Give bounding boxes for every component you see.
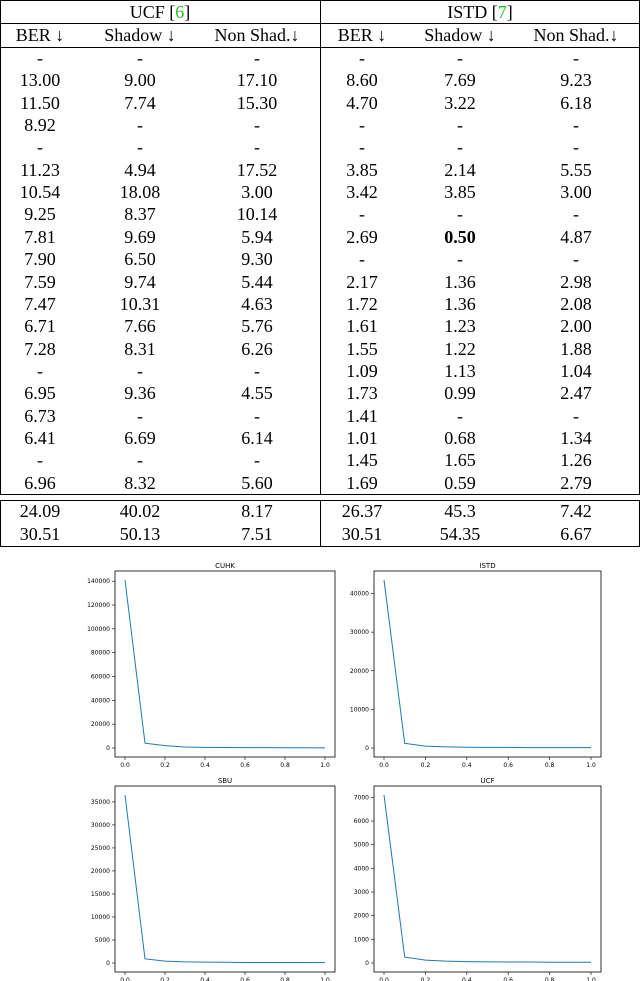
table-cell: 6.73 <box>24 405 56 426</box>
column-header: Non Shad.↓ <box>214 25 300 45</box>
footer-cell: 54.35 <box>439 523 481 544</box>
table-cell: 0.99 <box>444 383 476 404</box>
table-cell: 0.68 <box>444 427 476 448</box>
x-tick-label: 0.8 <box>544 762 555 769</box>
table-cell: 1.22 <box>444 338 476 359</box>
table-cell: 7.66 <box>124 316 156 337</box>
group-header-istd: ISTD [7] <box>447 2 513 22</box>
x-tick-label: 1.0 <box>320 977 330 981</box>
y-tick-label: 20000 <box>90 721 110 729</box>
y-tick-label: 6000 <box>353 818 369 826</box>
x-tick-label: 0.2 <box>160 977 170 981</box>
table-cell: - <box>137 48 143 68</box>
footer-cell: 50.13 <box>119 523 161 544</box>
citation-link[interactable]: 7 <box>497 2 507 22</box>
table-cell: 2.14 <box>444 159 476 180</box>
table-cell: 10.31 <box>119 293 161 314</box>
footer-cell: 26.37 <box>341 501 383 521</box>
table-cell: 7.90 <box>24 249 56 270</box>
y-tick-label: 7000 <box>353 794 369 802</box>
footer-cell: 30.51 <box>19 523 61 544</box>
column-header: Shadow ↓ <box>424 25 496 45</box>
footer-cell: 30.51 <box>341 523 383 544</box>
table-cell: 3.85 <box>444 182 476 203</box>
table-cell: - <box>457 48 463 68</box>
table-cell: 10.14 <box>236 204 278 225</box>
plot-title: ISTD <box>479 562 496 570</box>
table-cell: 1.09 <box>346 360 378 381</box>
table-cell: 1.34 <box>560 427 592 448</box>
table-cell: 9.25 <box>24 204 56 225</box>
y-tick-label: 140000 <box>87 578 110 586</box>
table-cell: - <box>37 137 43 158</box>
x-tick-label: 0.4 <box>200 977 210 981</box>
y-tick-label: 20000 <box>90 867 110 875</box>
table-cell: 2.17 <box>346 271 378 292</box>
table-cell: 5.60 <box>241 472 273 493</box>
table-cell: 9.36 <box>124 383 156 404</box>
table-cell: 6.41 <box>24 427 56 448</box>
table-cell: 6.95 <box>24 383 56 404</box>
table-cell: 9.23 <box>560 70 592 91</box>
table-cell: 6.71 <box>24 316 56 337</box>
column-header: BER ↓ <box>337 25 387 45</box>
table-cell: 7.81 <box>24 226 56 247</box>
y-tick-label: 0 <box>365 960 369 967</box>
table-cell: 1.01 <box>346 427 378 448</box>
table-cell: 1.55 <box>346 338 378 359</box>
footer-cell: 40.02 <box>119 501 161 521</box>
table-cell: - <box>457 249 463 270</box>
y-tick-label: 15000 <box>90 890 110 898</box>
table-cell: - <box>359 137 365 158</box>
x-tick-label: 0.8 <box>280 977 290 981</box>
table-cell: 4.94 <box>124 159 156 180</box>
table-cell: - <box>573 115 579 136</box>
x-tick-label: 0.6 <box>503 977 513 981</box>
y-tick-label: 20000 <box>349 667 369 675</box>
table-cell: 6.26 <box>241 338 273 359</box>
table-cell: 9.74 <box>124 271 156 292</box>
y-tick-label: 30000 <box>349 629 369 637</box>
table-cell: 7.28 <box>24 338 56 359</box>
table-cell: 8.37 <box>124 204 156 225</box>
table-cell: - <box>359 115 365 136</box>
x-tick-label: 1.0 <box>586 977 596 981</box>
table-cell: 3.00 <box>241 182 273 203</box>
table-cell: 1.65 <box>444 450 476 471</box>
x-tick-label: 0.4 <box>462 977 472 981</box>
group-header-ucf: UCF [6] <box>129 2 191 22</box>
x-tick-label: 0.2 <box>160 762 170 769</box>
x-tick-label: 0.4 <box>462 762 472 769</box>
table-cell: 1.04 <box>560 360 592 381</box>
axes-frame <box>374 786 601 972</box>
table-cell: 8.32 <box>124 472 156 493</box>
table-cell: 4.63 <box>241 293 273 314</box>
y-tick-label: 10000 <box>349 706 369 714</box>
plot-title: CUHK <box>215 562 235 570</box>
table-cell: 18.08 <box>119 182 161 203</box>
table-cell: - <box>254 137 260 158</box>
table-cell: 1.36 <box>444 271 476 292</box>
x-tick-label: 0.6 <box>240 977 250 981</box>
table-cell: 4.55 <box>241 383 273 404</box>
table-cell: 5.76 <box>241 316 273 337</box>
table-cell: 1.45 <box>346 450 378 471</box>
table-cell: - <box>137 137 143 158</box>
y-tick-label: 1000 <box>353 936 369 944</box>
table-cell: 3.42 <box>346 182 378 203</box>
table-cell: 1.23 <box>444 316 476 337</box>
plot-title: UCF <box>480 777 495 785</box>
table-cell: - <box>254 360 260 381</box>
table-cell: 1.41 <box>346 405 378 426</box>
table-cell: 8.92 <box>24 115 56 136</box>
y-tick-label: 40000 <box>349 590 369 598</box>
table-cell: 9.00 <box>124 70 156 91</box>
y-tick-label: 10000 <box>90 913 110 921</box>
table-cell: - <box>137 115 143 136</box>
y-tick-label: 0 <box>106 960 110 967</box>
group-name: ISTD <box>447 2 488 22</box>
table-cell: 6.96 <box>24 472 56 493</box>
x-tick-label: 0.8 <box>280 762 290 769</box>
table-cell: 13.00 <box>19 70 61 91</box>
footer-cell: 8.17 <box>241 501 273 521</box>
table-cell: 2.00 <box>560 316 592 337</box>
table-cell: 10.54 <box>19 182 61 203</box>
table-cell: - <box>359 204 365 225</box>
y-tick-label: 0 <box>365 745 369 752</box>
table-cell: 5.94 <box>241 226 273 247</box>
table-cell: - <box>254 48 260 68</box>
table-cell: 1.13 <box>444 360 476 381</box>
y-tick-label: 5000 <box>94 936 110 944</box>
table-cell: 1.26 <box>560 450 592 471</box>
column-header: BER ↓ <box>15 25 65 45</box>
table-cell: 2.47 <box>560 383 592 404</box>
table-cell: - <box>37 450 43 471</box>
y-tick-label: 35000 <box>90 798 110 806</box>
table-cell: 1.88 <box>560 338 592 359</box>
table-cell: 7.59 <box>24 271 56 292</box>
table-cell: - <box>37 360 43 381</box>
group-name: UCF <box>129 2 165 22</box>
x-tick-label: 1.0 <box>586 762 596 769</box>
y-tick-label: 5000 <box>353 841 369 849</box>
y-tick-label: 0 <box>106 745 110 752</box>
x-tick-label: 0.6 <box>240 762 250 769</box>
table-cell: - <box>359 249 365 270</box>
footer-cell: 7.42 <box>560 501 592 521</box>
x-tick-label: 0.2 <box>420 977 431 981</box>
table-cell: 3.00 <box>560 182 592 203</box>
footer-cell: 7.51 <box>241 523 273 544</box>
series-line <box>384 795 591 962</box>
table-cell: 2.69 <box>346 226 378 247</box>
x-tick-label: 0.6 <box>503 762 513 769</box>
table-cell: 17.52 <box>236 159 278 180</box>
y-tick-label: 120000 <box>87 602 110 610</box>
table-cell: - <box>573 249 579 270</box>
table-cell: - <box>254 450 260 471</box>
table-cell: - <box>254 405 260 426</box>
table-cell: 17.10 <box>236 70 278 91</box>
table-cell: 6.14 <box>241 427 273 448</box>
table-cell: - <box>457 405 463 426</box>
table-cell: 5.44 <box>241 271 273 292</box>
x-tick-label: 0.0 <box>120 977 130 981</box>
table-cell: - <box>457 115 463 136</box>
y-tick-label: 30000 <box>90 821 110 829</box>
x-tick-label: 0.0 <box>379 762 389 769</box>
footer-cell: 45.3 <box>444 501 476 521</box>
table-cell: - <box>573 48 579 68</box>
x-tick-label: 0.0 <box>379 977 389 981</box>
table-cell: 4.70 <box>346 92 378 113</box>
table-cell: 3.22 <box>444 92 476 113</box>
plot-title: SBU <box>217 777 233 785</box>
table-cell: - <box>37 48 43 68</box>
table-cell: 7.74 <box>124 92 156 113</box>
table-cell: - <box>573 405 579 426</box>
x-tick-label: 0.2 <box>420 762 431 769</box>
table-cell: 8.60 <box>346 70 378 91</box>
y-tick-label: 25000 <box>90 844 110 852</box>
table-cell: - <box>457 137 463 158</box>
x-tick-label: 0.8 <box>544 977 555 981</box>
table-cell: 2.79 <box>560 472 592 493</box>
y-tick-label: 100000 <box>87 625 110 633</box>
table-cell: 1.72 <box>346 293 378 314</box>
table-cell: 9.69 <box>124 226 156 247</box>
x-tick-label: 0.0 <box>120 762 130 769</box>
footer-cell: 24.09 <box>19 501 61 521</box>
table-cell: 6.69 <box>124 427 156 448</box>
table-cell: - <box>573 204 579 225</box>
table-cell: 0.59 <box>444 472 476 493</box>
table-cell: - <box>254 115 260 136</box>
table-cell: 1.36 <box>444 293 476 314</box>
y-tick-label: 2000 <box>353 912 369 920</box>
table-cell: 15.30 <box>236 92 278 113</box>
table-cell: - <box>137 360 143 381</box>
citation-link[interactable]: 6 <box>175 2 185 22</box>
table-cell: - <box>137 450 143 471</box>
table-cell: 4.87 <box>560 226 592 247</box>
y-tick-label: 80000 <box>90 649 110 657</box>
column-header: Shadow ↓ <box>104 25 176 45</box>
x-tick-label: 0.4 <box>200 762 210 769</box>
x-tick-label: 1.0 <box>320 762 330 769</box>
column-header: Non Shad.↓ <box>533 25 619 45</box>
table-cell: - <box>573 137 579 158</box>
table-cell: 8.31 <box>124 338 156 359</box>
table-cell: - <box>457 204 463 225</box>
table-cell: 1.69 <box>346 472 378 493</box>
table-cell: 11.50 <box>20 92 60 113</box>
table-cell: 7.69 <box>444 70 476 91</box>
table-cell: 7.47 <box>24 293 56 314</box>
table-cell: - <box>137 405 143 426</box>
table-cell: 0.50 <box>444 226 476 247</box>
table-cell: 2.98 <box>560 271 592 292</box>
table-cell: 1.61 <box>346 316 378 337</box>
y-tick-label: 4000 <box>353 865 369 873</box>
y-tick-label: 3000 <box>353 889 369 897</box>
table-cell: 11.23 <box>20 159 60 180</box>
table-cell: 2.08 <box>560 293 592 314</box>
table-cell: - <box>359 48 365 68</box>
table-cell: 6.18 <box>560 92 592 113</box>
y-tick-label: 40000 <box>90 697 110 705</box>
table-cell: 9.30 <box>241 249 273 270</box>
table-cell: 1.73 <box>346 383 378 404</box>
footer-cell: 6.67 <box>560 523 592 544</box>
table-cell: 6.50 <box>124 249 156 270</box>
table-cell: 5.55 <box>560 159 592 180</box>
table-cell: 3.85 <box>346 159 378 180</box>
y-tick-label: 60000 <box>90 673 110 681</box>
